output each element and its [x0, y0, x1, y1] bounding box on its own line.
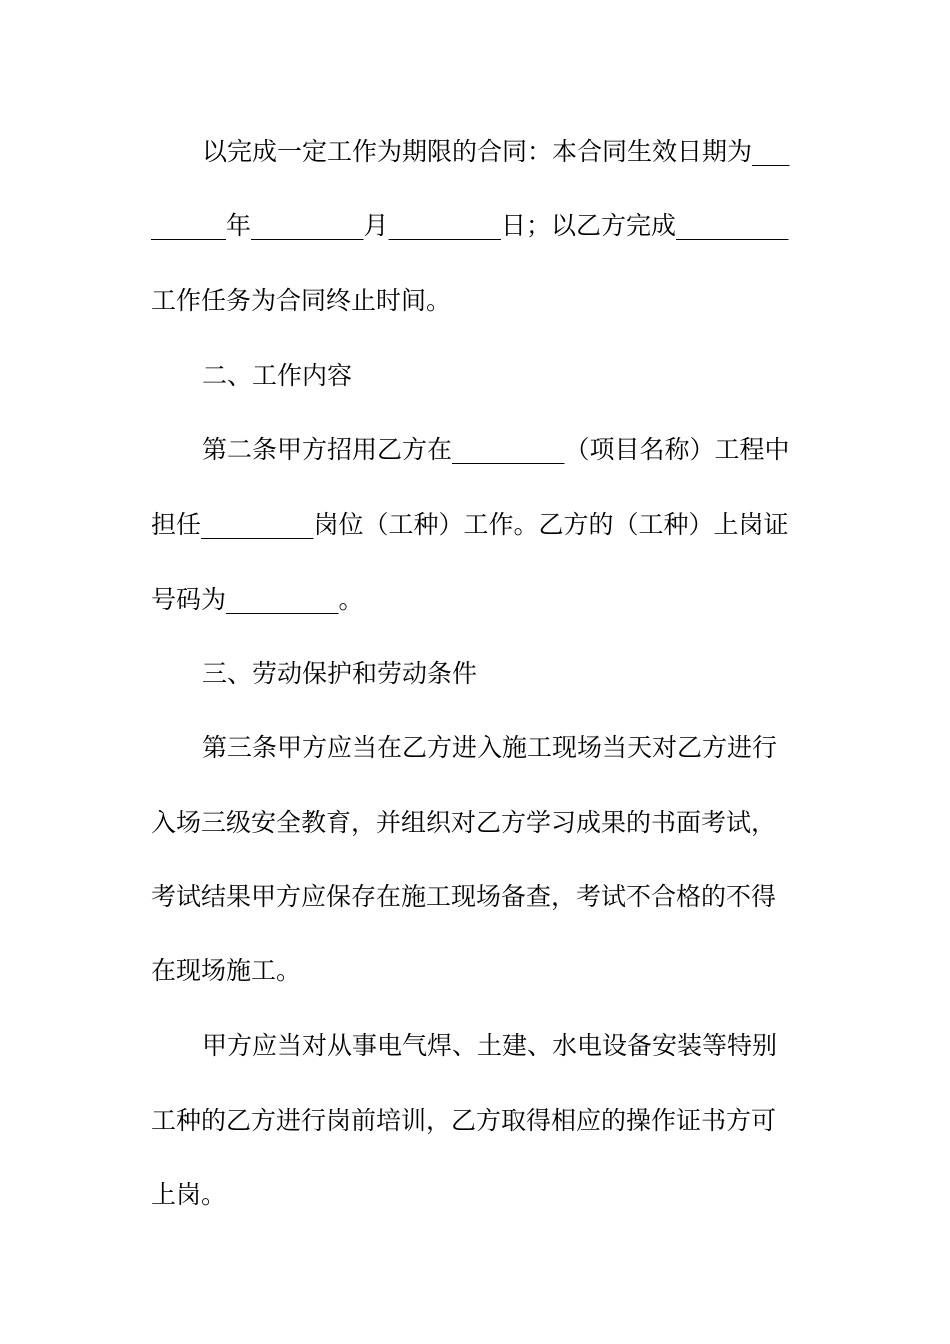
paragraph-line: 第二条甲方招用乙方在_________（项目名称）工程中 [202, 435, 790, 464]
paragraph-line: 上岗。 [151, 1180, 227, 1209]
section-heading: 二、工作内容 [202, 361, 353, 390]
section-heading: 三、劳动保护和劳动条件 [202, 659, 478, 688]
paragraph-line: 考试结果甲方应保存在施工现场备查，考试不合格的不得 [151, 882, 777, 911]
paragraph-line: 甲方应当对从事电气焊、土建、水电设备安装等特别 [202, 1031, 778, 1060]
paragraph-line: 工作任务为合同终止时间。 [151, 286, 452, 315]
paragraph-line: 担任_________岗位（工种）工作。乙方的（工种）上岗证 [151, 510, 789, 539]
paragraph-line: 以完成一定工作为期限的合同：本合同生效日期为___ [202, 137, 790, 166]
paragraph-line: ______年_________月_________日；以乙方完成_________ [151, 211, 789, 240]
paragraph-line: 入场三级安全教育，并组织对乙方学习成果的书面考试， [151, 808, 777, 837]
paragraph-line: 工种的乙方进行岗前培训，乙方取得相应的操作证书方可 [151, 1106, 777, 1135]
paragraph-line: 在现场施工。 [151, 956, 302, 985]
paragraph-line: 第三条甲方应当在乙方进入施工现场当天对乙方进行 [202, 733, 778, 762]
paragraph-line: 号码为_________。 [151, 585, 364, 614]
